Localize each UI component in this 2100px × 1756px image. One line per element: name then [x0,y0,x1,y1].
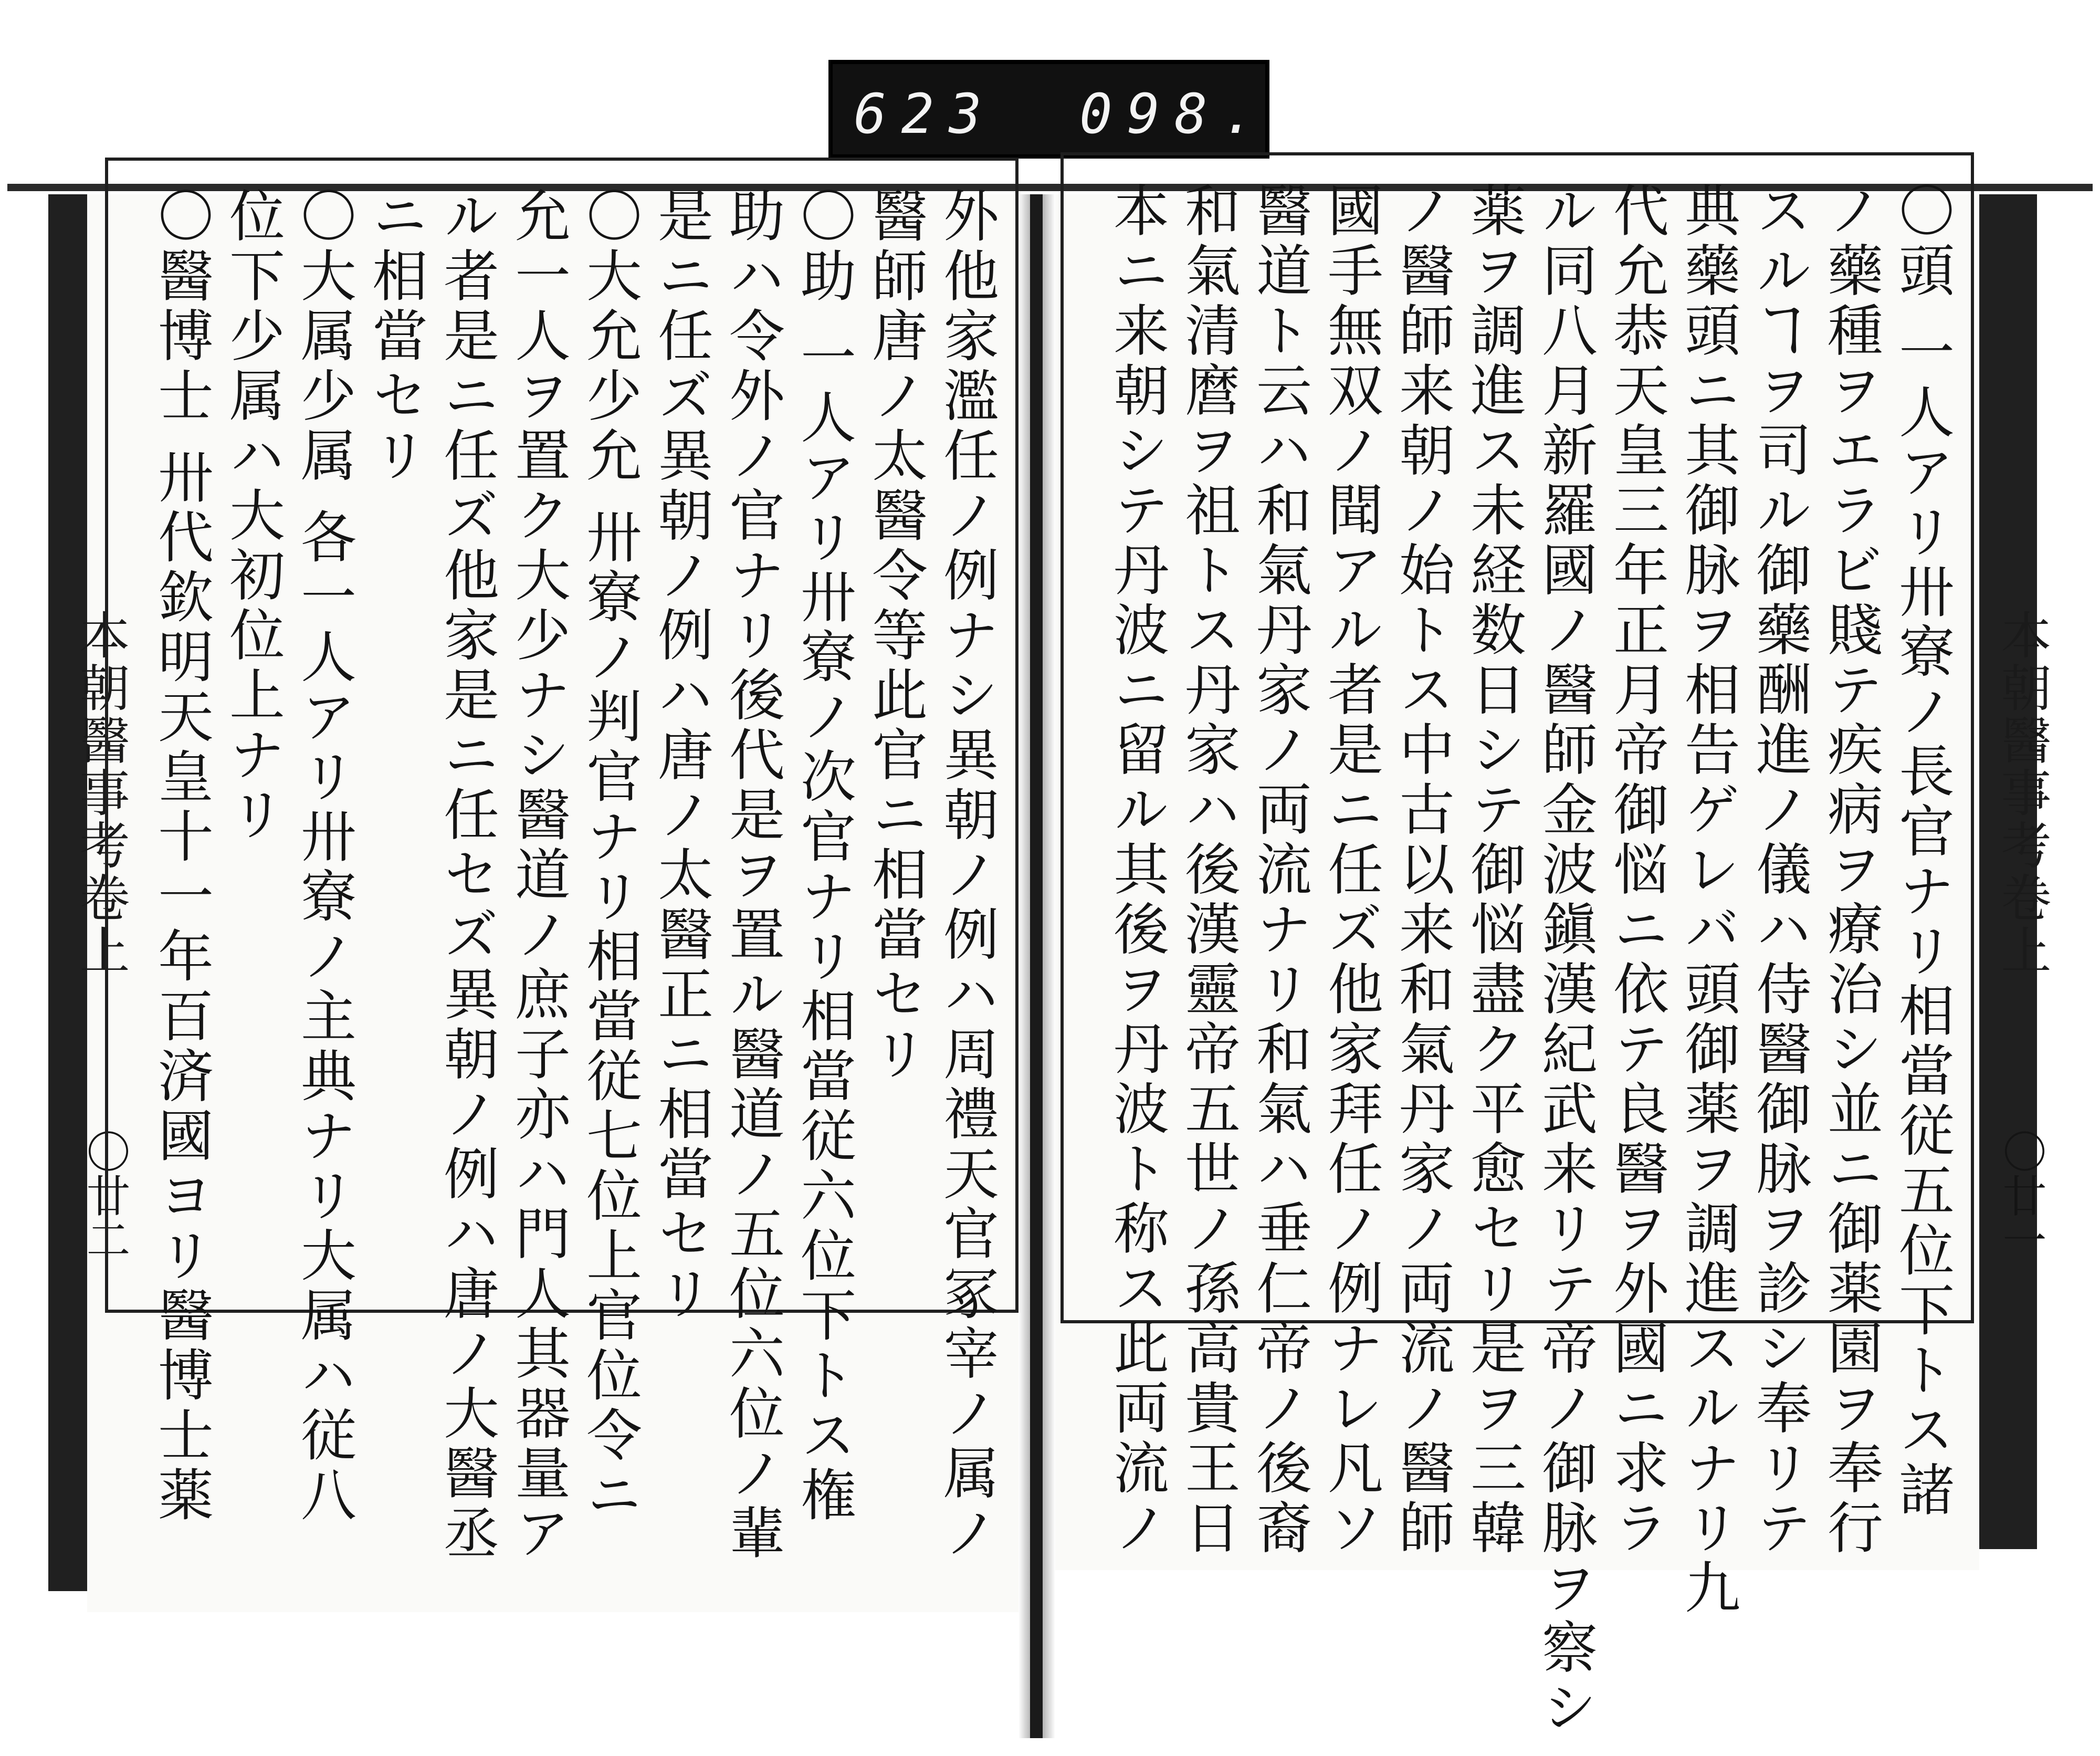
text-column: 外他家濫任ノ例ナシ異朝ノ例ハ周禮天官冢宰ノ属ノ [934,187,999,1564]
text-column: 國手無双ノ聞アル者是ニ任ズ他家拜任ノ例ナレ凡ソ [1319,182,1383,1559]
text-column: 本ニ来朝シテ丹波ニ留ル其後ヲ丹波ト称ス此両流ノ [1105,182,1169,1559]
text-column: 允一人ヲ置ク大少ナシ醫道ノ庶子亦ハ門人其器量ア [506,187,571,1564]
microfilm-frame-label [828,60,1269,159]
text-column: 〇大属少属 各一人アリ卅寮ノ主典ナリ大属ハ従八 [292,187,356,1526]
text-column: スルヿヲ司ル御藥酬進ノ儀ハ侍醫御脉ヲ診シ奉リテ [1747,182,1812,1559]
text-column: 和氣清麿ヲ祖トス丹家ハ後漢靈帝五世ノ孫高貴王日 [1176,182,1241,1559]
text-column: 典藥頭ニ其御脉ヲ相告ゲレバ頭御薬ヲ調進スルナリ九 [1676,182,1740,1618]
text-column: ル者是ニ任ズ他家是ニ任セズ異朝ノ例ハ唐ノ大醫丞 [435,187,499,1564]
text-column: ニ相當セリ [363,187,428,486]
text-column: ル同八月新羅國ノ醫師金波鎭漢紀武来リテ帝ノ御脉ヲ察シ [1533,182,1598,1738]
left-margin-caption: 本朝醫事考卷上 [71,609,130,977]
text-column: 醫師唐ノ太醫令等此官ニ相當セリ [863,187,928,1085]
text-column: ノ藥種ヲエラビ賤テ疾病ヲ療治シ並ニ御薬園ヲ奉行 [1819,182,1883,1559]
right-page-folio: 〇廿一 [1996,1129,2047,1261]
book-spine [1030,194,1043,1738]
text-column: 薬ヲ調進ス未経数日シテ御悩盡ク平愈セリ是ヲ三韓 [1462,182,1526,1559]
text-column: 〇助 一人アリ卅寮ノ次官ナリ相當従六位下トス権 [792,187,856,1526]
text-column: 助ハ令外ノ官ナリ後代是ヲ置ル醫道ノ五位六位ノ輩 [720,187,785,1564]
text-column: 〇頭 一人アリ卅寮ノ長官ナリ相當従五位下トス諸 [1890,182,1955,1521]
frame-number-right: 098. [1079,82,1270,146]
text-column: 〇醫博士 卅代欽明天皇十一年百済國ヨリ醫博士薬 [149,187,214,1526]
right-page-columns [1079,182,1955,1738]
left-page-folio: 〇廿二 [79,1129,131,1261]
text-column: ノ醫師来朝ノ始トス中古以来和氣丹家ノ両流ノ醫師 [1390,182,1455,1559]
text-column: 是ニ任ズ異朝ノ例ハ唐ノ太醫正ニ相當セリ [649,187,713,1324]
text-column: 醫道ト云ハ和氣丹家ノ両流ナリ和氣ハ垂仁帝ノ後裔 [1247,182,1312,1559]
text-column: 〇大允少允 卅寮ノ判官ナリ相當従七位上官位令ニ [578,187,642,1526]
frame-number-left: 623 [854,82,996,146]
left-page-columns [124,187,999,1564]
text-column: 位下少属ハ大初位上ナリ [220,187,285,845]
left-page-text-frame [105,158,1018,1564]
right-page-text-frame [1060,152,1974,1738]
text-column: 代允恭天皇三年正月帝御悩ニ依テ良醫ヲ外國ニ求ラ [1604,182,1669,1559]
right-margin-caption: 本朝醫事考卷上 [1993,609,2052,977]
